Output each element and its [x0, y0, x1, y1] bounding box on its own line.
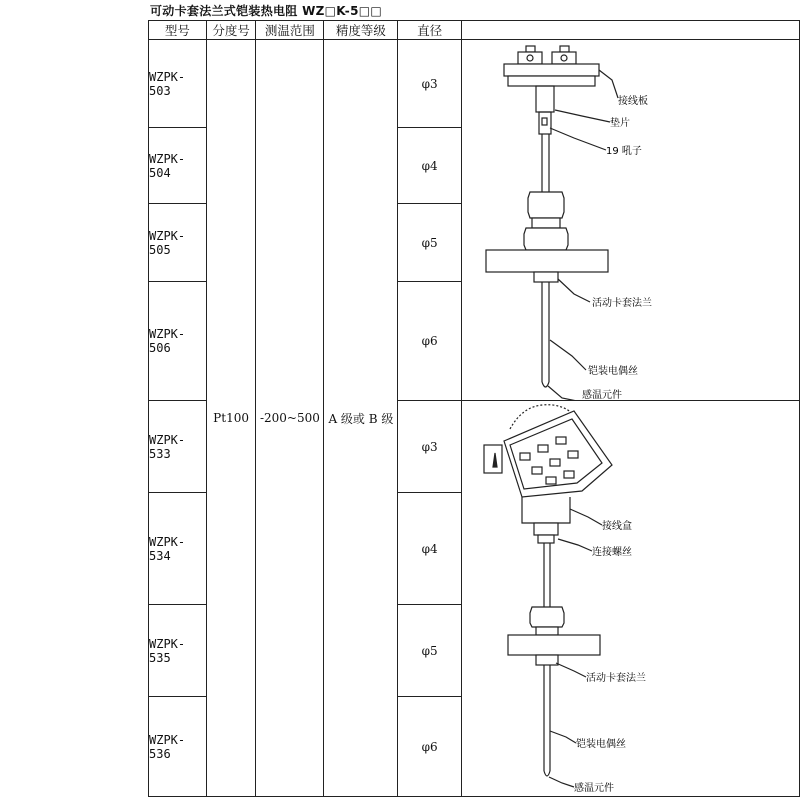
header-model: 型号 [149, 21, 207, 40]
model-cell: WZPK-506 [149, 282, 207, 401]
header-figure [461, 21, 799, 40]
header-accuracy: 精度等级 [324, 21, 398, 40]
label-flange: 活动卡套法兰 [585, 673, 646, 684]
junction-box-rtd-drawing [462, 401, 800, 800]
model-cell: WZPK-535 [149, 605, 207, 697]
header-diameter: 直径 [398, 21, 461, 40]
header-row [149, 21, 800, 40]
diameter-cell: φ6 [398, 697, 461, 797]
bottom-drawing-cell [461, 401, 799, 797]
model-cell: WZPK-504 [149, 128, 207, 204]
label-sensing-element: 感温元件 [581, 390, 622, 401]
diameter-cell: φ3 [398, 40, 461, 128]
spec-table [148, 20, 800, 797]
label-junction-box: 接线盒 [601, 521, 632, 532]
model-cell: WZPK-536 [149, 697, 207, 797]
range-cell: -200~500 [256, 40, 324, 797]
graduation-cell: Pt100 [206, 40, 256, 797]
top-drawing-cell [461, 40, 799, 401]
table-row [149, 40, 800, 128]
diameter-cell: φ4 [398, 493, 461, 605]
label-sensing-element: 感温元件 [573, 783, 614, 794]
diameter-cell: φ3 [398, 401, 461, 493]
accuracy-cell: A 级或 B 级 [324, 40, 398, 797]
label-connecting-screw: 连接螺丝 [591, 547, 632, 558]
model-cell: WZPK-503 [149, 40, 207, 128]
label-terminal-board: 接线板 [617, 96, 648, 107]
label-sheath-wire: 铠装电偶丝 [575, 739, 626, 750]
model-cell: WZPK-533 [149, 401, 207, 493]
label-sheath-wire: 铠装电偶丝 [587, 366, 638, 377]
mineral-insulated-rtd-drawing [462, 40, 800, 401]
header-graduation: 分度号 [206, 21, 256, 40]
model-cell: WZPK-534 [149, 493, 207, 605]
diameter-cell: φ5 [398, 204, 461, 282]
diameter-cell: φ4 [398, 128, 461, 204]
header-range: 测温范围 [256, 21, 324, 40]
model-cell: WZPK-505 [149, 204, 207, 282]
label-connector: 19 吼子 [605, 146, 642, 157]
diameter-cell: φ6 [398, 282, 461, 401]
label-gasket: 垫片 [609, 118, 630, 129]
document-title: 可动卡套法兰式铠装热电阻 WZ□K-5□□ [150, 4, 383, 18]
label-flange: 活动卡套法兰 [591, 298, 652, 309]
diameter-cell: φ5 [398, 605, 461, 697]
